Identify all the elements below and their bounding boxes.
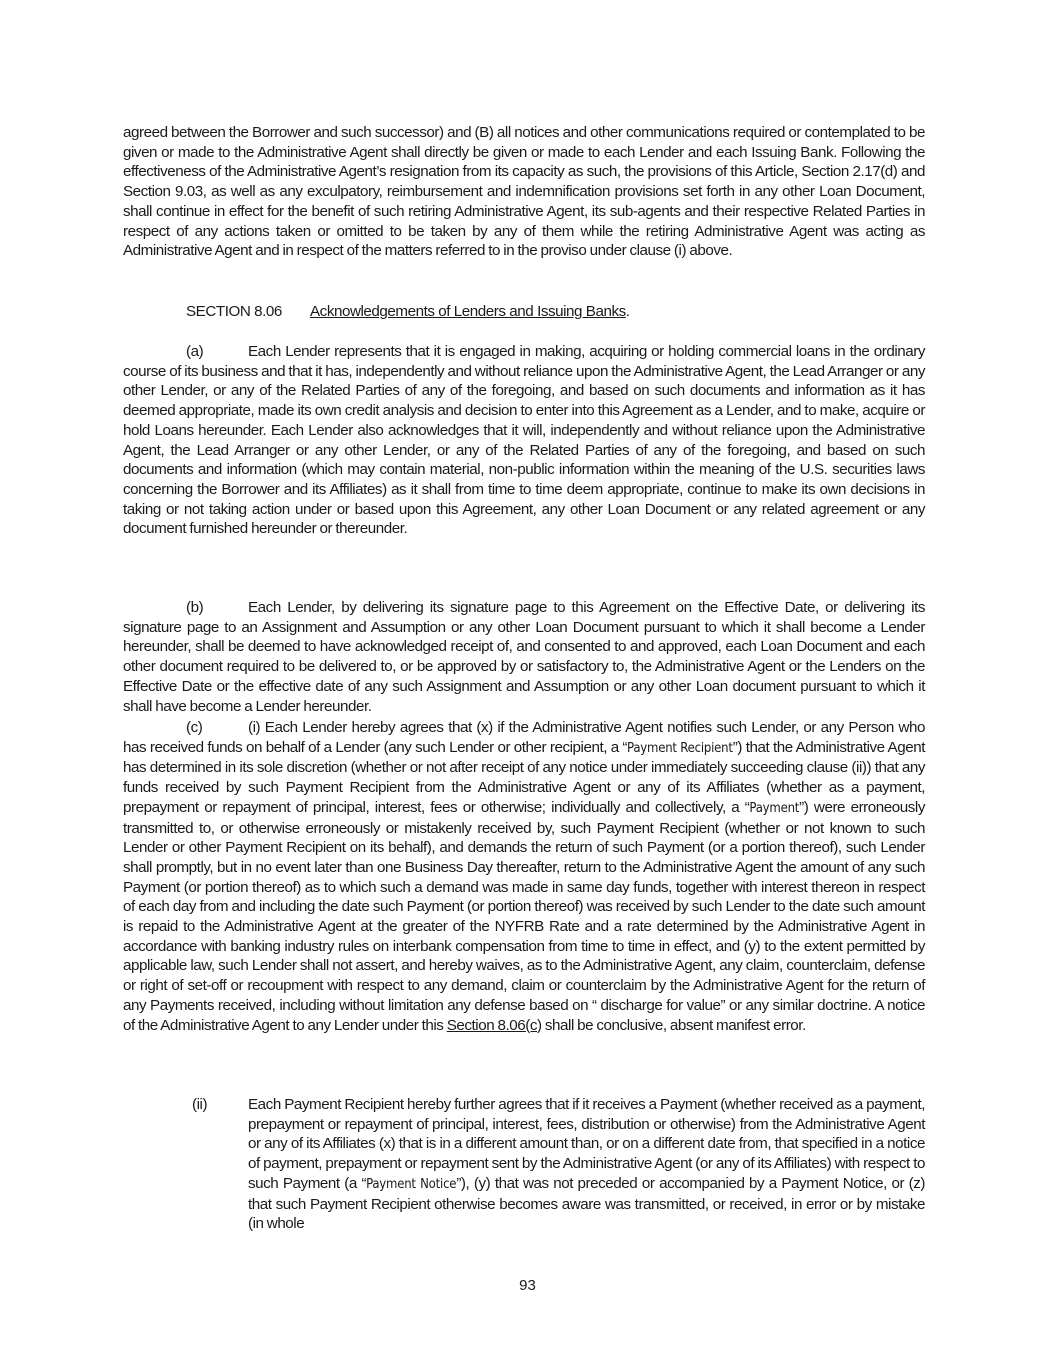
paragraph-b-marker: (b) bbox=[186, 599, 204, 616]
paragraph-b-text: Each Lender, by delivering its signature page to this Agreement on the Effective Date, or delivering its signature page to an Assignment and Assumption or any other Loan Document pursuant to which it shall become a Lender hereunder, shall be deemed to have acknowledged receipt of, and consented to and approved, each Loan Document and each other document required to be delivered to, or be approved by or satisfactory to, the Administrative Agent or the Lenders on the Effective Date or the effective date of any such Assignment and Assumption or any other Loan document pursuant to which it shall have become a Lender hereunder. bbox=[123, 599, 925, 715]
paragraph-c-text-4: shall be conclusive, absent manifest error. bbox=[541, 1016, 806, 1034]
section-heading bbox=[186, 302, 630, 322]
sub-item-ii-marker: (ii) bbox=[192, 1096, 208, 1113]
paragraph-a-marker: (a) bbox=[186, 343, 204, 360]
paragraph-c-text-3: ”) were erroneously transmitted to, or otherwise erroneously or mistakenly received by, such Payment Recipient (whether or not known to such Lender or other Payment Recipient on its behalf), and demands the return of such Payment (or a portion thereof), such Lender shall promptly, but in no event later than one Business Day thereafter, return to the Administrative Agent the amount of any such Payment (or portion thereof) as to which such a demand was made in same day funds, together with interest thereon in respect of each day from and including the date such Payment (or portion thereof) was received by such Lender to the date such amount is repaid to the Administrative Agent at the greater of the NYFRB Rate and a rate determined by the Administrative Agent in accordance with banking industry rules on interbank compensation from time to time in effect, and (y) to the extent permitted by applicable law, such Lender shall not assert, and hereby waives, as to the Administrative Agent, any claim, counterclaim, defense or right of set-off or recoupment with respect to any demand, claim or counterclaim by the Administrative Agent for the return of any Payments received, including without limitation any defense based on “ discharge for value” or any similar doctrine. A notice of the Administrative Agent to any Lender under this bbox=[123, 798, 925, 1034]
paragraph-c-text-1: (i) Each Lender hereby agrees that (x) if the Administrative Agent notifies such Lender, or any Person who has received funds on behalf of a Lender (any such Lender or other recipient, a “ bbox=[123, 719, 925, 756]
sub-item-ii bbox=[192, 1095, 926, 1234]
defined-term-payment: Payment bbox=[749, 800, 800, 816]
defined-term-payment-recipient: Payment Recipient bbox=[627, 740, 733, 756]
paragraph-a-text: Each Lender represents that it is engaged in making, acquiring or holding commercial loans in the ordinary course of its business and that it has, independently and without reliance upon the Administrative Agent, the Lead Arranger or any other Lender, or any of the Related Parties of any of the foregoing, and based on such documents and information as it has deemed appropriate, made its own credit analysis and decision to enter into this Agreement as a Lender, and to make, acquire or hold Loans hereunder. Each Lender also acknowledges that it will, independently and without reliance upon the Administrative Agent, the Lead Arranger or any other Lender, or any of the Related Parties of any of the foregoing, and based on such documents and information (which may contain material, non-public information within the meaning of the U.S. securities laws concerning the Borrower and its Affiliates) as it shall from time to time deem appropriate, continue to make its own decisions in taking or not taking action under or based upon this Agreement, any other Loan Document or any related agreement or any document furnished hereunder or thereunder. bbox=[123, 343, 925, 538]
paragraph-b bbox=[123, 598, 925, 716]
section-title-suffix: . bbox=[625, 303, 630, 320]
paragraph-a bbox=[123, 342, 925, 539]
sub-item-ii-text-1: Each Payment Recipient hereby further agrees that if it receives a Payment (whether received as a payment, prepayment or repayment of principal, interest, fees, distribution or otherwise) from the Administrative Agent or any of its Affiliates (x) that is in a different amount than, or on a different date from, that specified in a notice of payment, prepayment or repayment sent by the Administrative Agent (or any of its Affiliates) with respect to such Payment (a “ bbox=[248, 1096, 925, 1192]
section-number: SECTION 8.06 bbox=[186, 303, 282, 320]
sub-item-ii-text-2: ”), (y) that was not preceded or accompanied by a Payment Notice, or (z) that such Payment Recipient otherwise becomes aware was transmitted, or received, in error or by mistake (in whole bbox=[248, 1174, 926, 1233]
paragraph-c bbox=[123, 718, 925, 1035]
paragraph-c-text-2: ”) that the Administrative Agent has determined in its sole discretion (whether or not after receipt of any notice under immediately succeeding clause (ii)) that any funds received by such Payment Recipient from the Administrative Agent or any of its Affiliates (whether as a payment, prepayment or repayment of principal, interest, fees or otherwise; individually and collectively, a “ bbox=[123, 738, 925, 816]
section-title: Acknowledgements of Lenders and Issuing Banks bbox=[310, 303, 626, 320]
cross-reference-section-8-06c: Section 8.06(c) bbox=[446, 1016, 542, 1034]
paragraph-continuation: agreed between the Borrower and such successor) and (B) all notices and other communications required or contemplated to be given or made to the Administrative Agent shall directly be given or made to each Lender and each Issuing Bank. Following the effectiveness of the Administrative Agent’s resignation from its capacity as such, the provisions of this Article, Section 2.17(d) and Section 9.03, as well as any exculpatory, reimbursement and indemnification provisions set forth in any other Loan Document, shall continue in effect for the benefit of such retiring Administrative Agent, its sub-agents and their respective Related Parties in respect of any actions taken or omitted to be taken by any of them while the retiring Administrative Agent was acting as Administrative Agent and in respect of the matters referred to in the proviso under clause (i) above. bbox=[123, 124, 925, 260]
paragraph-c-marker: (c) bbox=[186, 719, 203, 736]
defined-term-payment-notice: Payment Notice bbox=[366, 1176, 457, 1192]
page-number: 93 bbox=[519, 1277, 536, 1294]
